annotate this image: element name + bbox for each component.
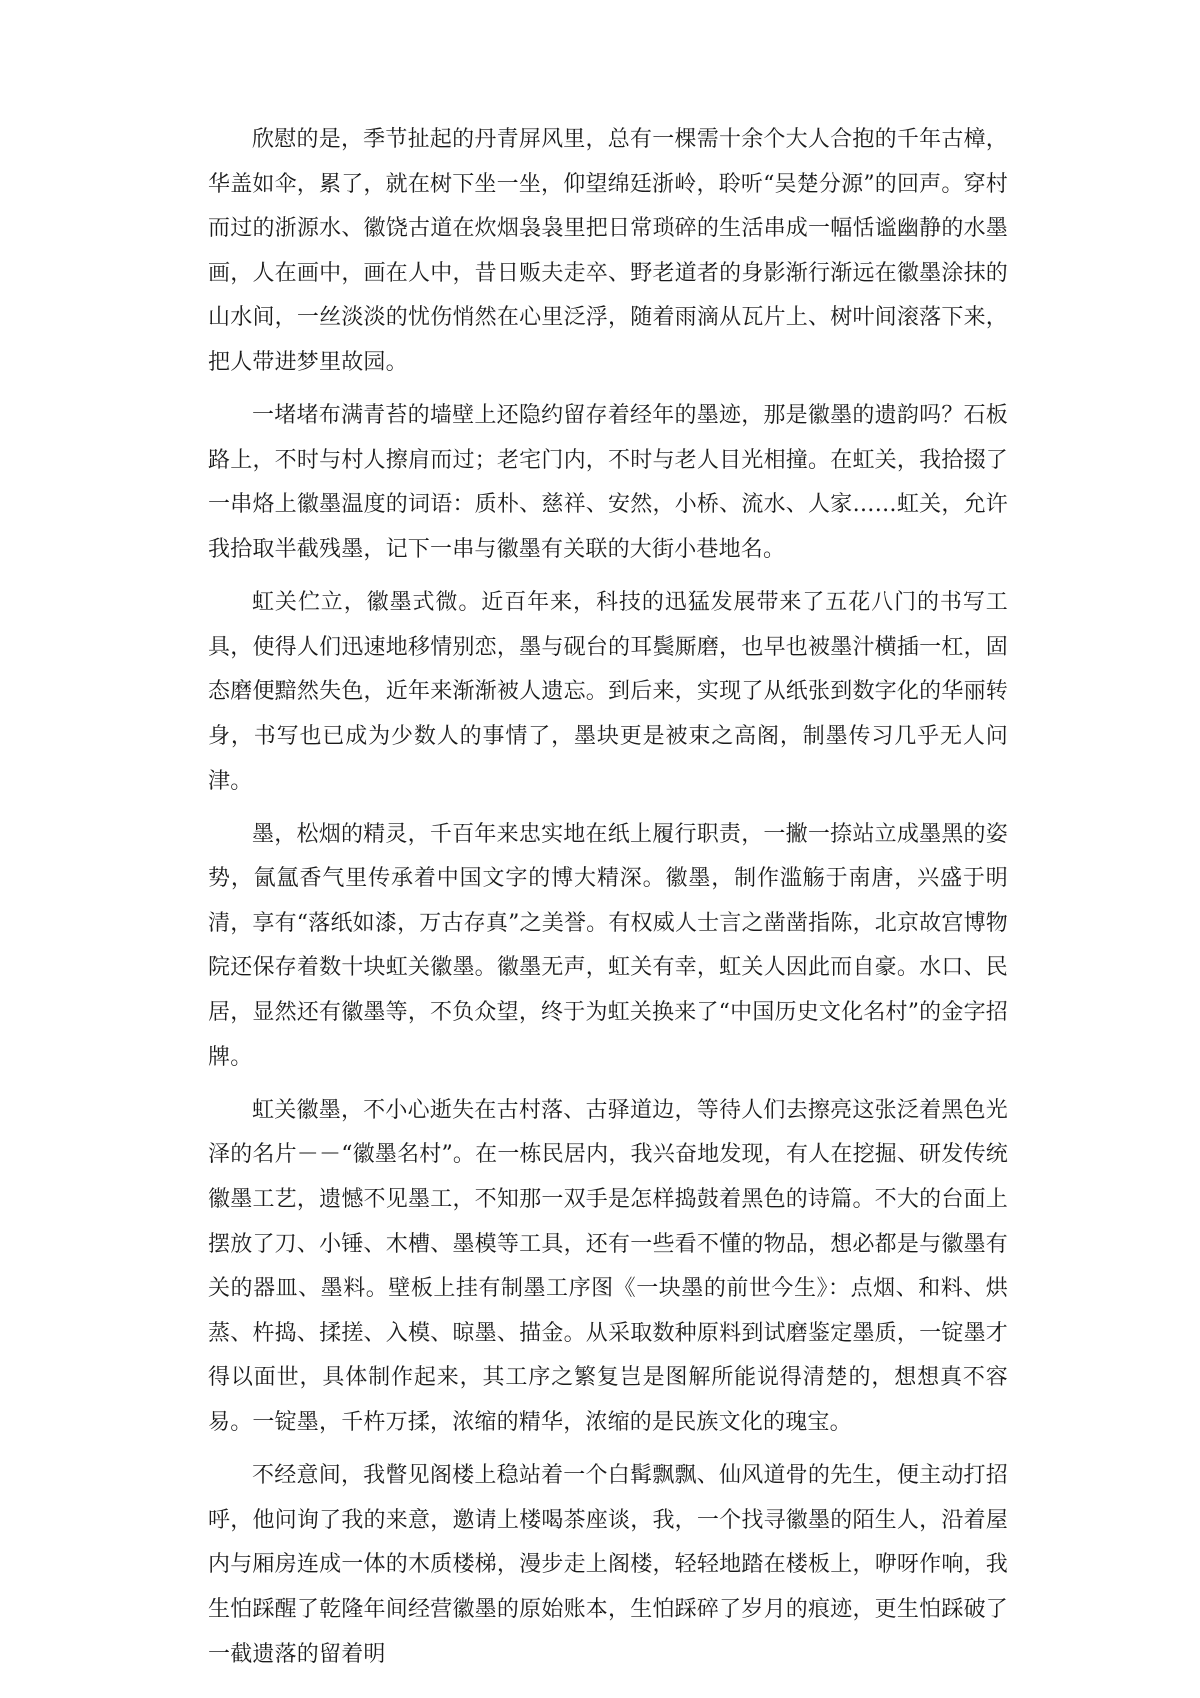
paragraph-ancient-camphor: 欣慰的是，季节扯起的丹青屏风里，总有一棵需十余个大人合抱的千年古樟，华盖如伞，累了，就在树下坐一坐，仰望绵廷浙岭，聆听“吴楚分源”的回声。穿村而过的浙源水、徽饶古道在炊烟袅袅里把日常琐碎的生活串成一幅恬谧幽静的水墨画，人在画中，画在人中，昔日贩夫走卒、野老道者的身影渐行渐远在徽墨涂抹的山水间，一丝淡淡的忧伤悄然在心里泛浮，随着雨滴从瓦片上、树叶间滚落下来，把人带进梦里故园。 [208,127,1008,375]
paragraph-attic-visit: 不经意间，我瞥见阁楼上稳站着一个白髯飘飘、仙风道骨的先生，便主动打招呼，他问询了我的来意，邀请上楼喝茶座谈，我，一个找寻徽墨的陌生人，沿着屋内与厢房连成一体的木质楼梯，漫步走上阁楼，轻轻地踏在楼板上，咿呀作响，我生怕踩醒了乾隆年间经营徽墨的原始账本，生怕踩碎了岁月的痕迹，更生怕踩破了一截遗落的留着明 [208,1463,1008,1667]
article-body [208,118,1008,1686]
paragraph-moss-walls: 一堵堵布满青苔的墙壁上还隐约留存着经年的墨迹，那是徽墨的遗韵吗？石板路上，不时与村人擦肩而过；老宅门内，不时与老人目光相撞。在虹关，我拾掇了一串烙上徽墨温度的词语：质朴、慈祥、安然，小桥、流水、人家……虹关，允许我拾取半截残墨，记下一串与徽墨有关联的大街小巷地名。 [208,403,1008,562]
paragraph-pine-soot-ink: 墨，松烟的精灵，千百年来忠实地在纸上履行职责，一撇一捺站立成墨黑的姿势，氤氲香气里传承着中国文字的博大精深。徽墨，制作滥觞于南唐，兴盛于明清，享有“落纸如漆，万古存真”之美誉。有权威人士言之凿凿指陈，北京故宫博物院还保存着数十块虹关徽墨。徽墨无声，虹关有幸，虹关人因此而自豪。水口、民居，显然还有徽墨等，不负众望，终于为虹关换来了“中国历史文化名村”的金字招牌。 [208,821,1008,1070]
paragraph-ink-village: 虹关徽墨，不小心逝失在古村落、古驿道边，等待人们去擦亮这张泛着黑色光泽的名片－－“徽墨名村”。在一栋民居内，我兴奋地发现，有人在挖掘、研发传统徽墨工艺，遗憾不见墨工，不知那一双手是怎样捣鼓着黑色的诗篇。不大的台面上摆放了刀、小锤、木槽、墨模等工具，还有一些看不懂的物品，想必都是与徽墨有关的器皿、墨料。壁板上挂有制墨工序图《一块墨的前世今生》：点烟、和料、烘蒸、杵捣、揉搓、入模、晾墨、描金。从采取数种原料到试磨鉴定墨质，一锭墨才得以面世，具体制作起来，其工序之繁复岂是图解所能说得清楚的，想想真不容易。一锭墨，千杵万揉，浓缩的精华，浓缩的是民族文化的瑰宝。 [208,1097,1008,1435]
paragraph-ink-decline: 虹关伫立，徽墨式微。近百年来，科技的迅猛发展带来了五花八门的书写工具，使得人们迅速地移情别恋，墨与砚台的耳鬓厮磨，也早也被墨汁横插一杠，固态磨便黯然失色，近年来渐渐被人遗忘。到后来，实现了从纸张到数字化的华丽转身，书写也已成为少数人的事情了，墨块更是被束之高阁，制墨传习几乎无人问津。 [208,590,1008,794]
